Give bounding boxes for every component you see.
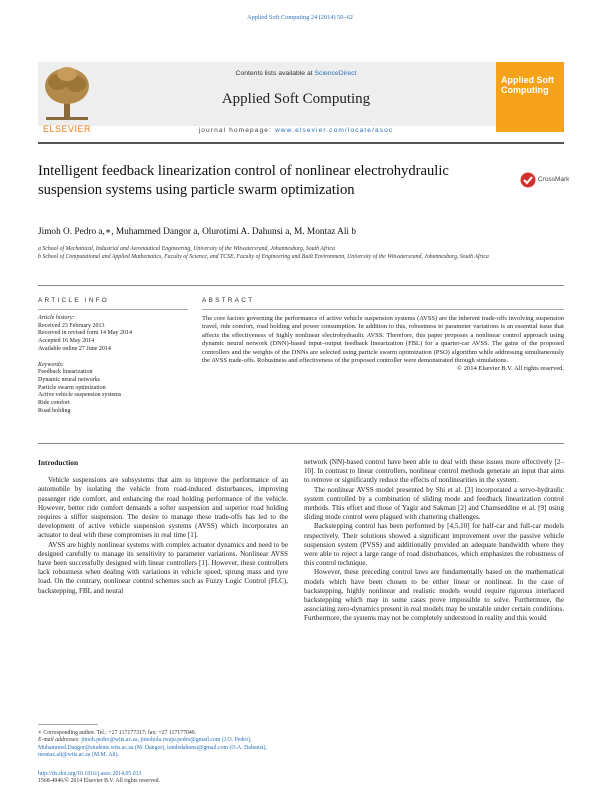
- cover-title: Applied Soft Computing: [501, 75, 554, 95]
- contents-prefix: Contents lists available at: [235, 70, 315, 77]
- issn-line: 1568-4946/© 2014 Elsevier B.V. All rights reserved.: [38, 778, 160, 785]
- email-addresses: [38, 737, 288, 759]
- doi-link[interactable]: http://dx.doi.org/10.1016/j.asoc.2014.05.013: [38, 771, 142, 777]
- publisher-name: ELSEVIER: [42, 124, 92, 134]
- email-links[interactable]: jimoh.pedro@wits.ac.za, jimohola.rwaju.pedro@gmail.com (J.O. Pedro), Muhammed.Dangor@students.wits.ac.za (M. Dangor), tundedahunsi@gmail.com (O.A. Dahunsi), montaz.ali@wits.ac.za (M.M. Ali).: [38, 737, 267, 759]
- footnote: [38, 730, 288, 760]
- article-info-label: ARTICLE INFO: [38, 297, 110, 304]
- masthead-rule: [38, 142, 564, 144]
- copyright: © 2014 Elsevier B.V. All rights reserved.: [457, 365, 564, 373]
- history-item: Received in revised form 14 May 2014: [38, 330, 132, 337]
- history-label: Article history:: [38, 315, 75, 321]
- affiliation-a: a School of Mechanical, Industrial and Aeronautical Engineering, University of the Witwatersrand, Johannesburg, South Africa: [38, 246, 335, 252]
- abstract-divider: [38, 443, 564, 444]
- keyword: Feedback linearization: [38, 369, 93, 376]
- keyword: Particle swarm optimization: [38, 384, 106, 391]
- keyword: Ride comfort: [38, 400, 70, 407]
- paragraph: Backstepping control has been performed by [4,5,10] for half-car and full-car models respectively. Their solutions showed a significant improvement over the passive vehicle suspension system (PVSS) and additionally provided an adequate bandwidth where they were able to reject a large range of road disturbances, which emphasizes the robustness of this control technique.: [304, 522, 564, 568]
- left-column: [38, 458, 288, 596]
- history-item: Accepted 16 May 2014: [38, 338, 95, 345]
- abstract-text: The core factors governing the performance of active vehicle suspension systems (AVSS) are the inherent trade-offs involving suspension travel, ride comfort, road holding and power consumption. In addition to this, robustness to parameter variations is an essential issue that affects the effectiveness of highly nonlinear electrohydraulic AVSS. Therefore, this paper proposes a nonlinear control approach using dynamic neural network (DNN)-based input–output feedback linearization (FBL) for a quarter-car AVSS. The gains of the proposed controllers and the weights of the DNNs are selected using particle swarm optimization (PSO) algorithm while addressing simultaneously the AVSS trade-offs. Robustness and effectiveness of the proposed controller were demonstrated through simulations.: [202, 315, 564, 365]
- crossmark-badge[interactable]: [520, 172, 570, 190]
- right-column: [304, 458, 564, 624]
- keyword: Dynamic neural networks: [38, 376, 100, 383]
- email-label: E-mail addresses:: [38, 737, 82, 744]
- article-title: Intelligent feedback linearization control of nonlinear electrohydraulic suspension systems using particle swarm optimization: [38, 163, 449, 198]
- affiliation-b: b School of Computational and Applied Mathematics, Faculty of Science, and TCSE, Faculty of Engineering and Built Environment, University of the Witwatersrand, Johannesburg, South Africa: [38, 254, 489, 260]
- paragraph: Vehicle suspensions are subsystems that aim to improve the performance of an automobile by isolating the vehicle from road-induced disturbances, improving passenger ride comfort, and enhancing the road holding performance of the vehicle. However, better ride comfort demands a softer suspension and superior road holding requires a stiffer suspension. The desire to manage these trade-offs has led to the development of active vehicle suspension systems (AVSS) which incorporates an actuator to deal with these compromises in real time [1].: [38, 476, 288, 540]
- paragraph: The nonlinear AVSS model presented by Shi et al. [3] incorporated a servo-hydraulic system controlled by a combination of sliding mode and feedback linearization control methods. This effort and those of Yagiz and Sakman [2] and Chamseddine et al. [9] using sliding mode control were plagued with chattering challenges.: [304, 485, 564, 522]
- article-info-rule: [38, 309, 188, 310]
- elsevier-tree-logo: [38, 62, 96, 132]
- crossmark-icon: [520, 172, 536, 188]
- contents-available: [96, 70, 496, 77]
- header-divider: [38, 285, 564, 286]
- footnote-rule: [38, 724, 98, 725]
- keywords-label: Keywords:: [38, 361, 64, 368]
- homepage-link[interactable]: www.elsevier.com/locate/asoc: [274, 127, 394, 134]
- abstract-label: ABSTRACT: [202, 297, 255, 304]
- journal-title: Applied Soft Computing: [221, 91, 371, 107]
- journal-homepage: [96, 127, 496, 134]
- abstract: [202, 315, 564, 374]
- history-item: Available online 27 June 2014: [38, 345, 111, 352]
- abstract-rule: [202, 309, 564, 310]
- paragraph: However, these preceding control laws are fundamentally based on the mathematical models which have been chosen to be either linear or nonlinear. In the case of backstepping, highly nonlinear and realistic models would require rigorous interlaced backstepping which may in some cases prove impossible to solve. Furthermore, the associating zero-dynamics present in real models may be unstable under certain conditions. Furthermore, the systems may not be completely understood in reality and this would: [304, 568, 564, 623]
- history-item: Received 23 February 2013: [38, 322, 105, 329]
- homepage-prefix: journal homepage:: [198, 127, 275, 134]
- article-info: [38, 315, 188, 415]
- crossmark-label: CrossMark: [538, 176, 570, 183]
- journal-cover-thumbnail: [496, 62, 564, 132]
- sciencedirect-link[interactable]: ScienceDirect: [314, 70, 357, 77]
- running-head[interactable]: Applied Soft Computing 24 (2014) 50–62: [247, 14, 353, 21]
- author-list: Jimoh O. Pedro a,∗, Muhammed Dangor a, Olurotimi A. Dahunsi a, M. Montaz Ali b: [38, 227, 356, 237]
- doi-block: [38, 771, 288, 786]
- paragraph: network (NN)-based control have been able to deal with these issues more effectively [2–10]. In contrast to linear controllers, nonlinear control methods generate an input that aims to remove or significantly reduce the effects of nonlinearities in the system.: [304, 458, 564, 485]
- corresponding-author: ∗ Corresponding author. Tel.: +27 117177317; fax: +27 117177049.: [38, 730, 197, 736]
- keyword: Road holding: [38, 407, 71, 414]
- keyword: Active vehicle suspension systems: [38, 392, 122, 399]
- paragraph: AVSS are highly nonlinear systems with complex actuator dynamics and need to be designed carefully to manage its sensitivity to parameter variations. Nonlinear AVSS have been successfully designed with linear controllers [1]. However, these controllers lack robustness when dealing with variations in vehicle speed, sprung mass and tyre load. On the contrary, nonlinear control schemes such as Fuzzy Logic Control (FLC), backstepping, FBL and neural: [38, 540, 288, 595]
- section-heading: Introduction: [38, 458, 79, 467]
